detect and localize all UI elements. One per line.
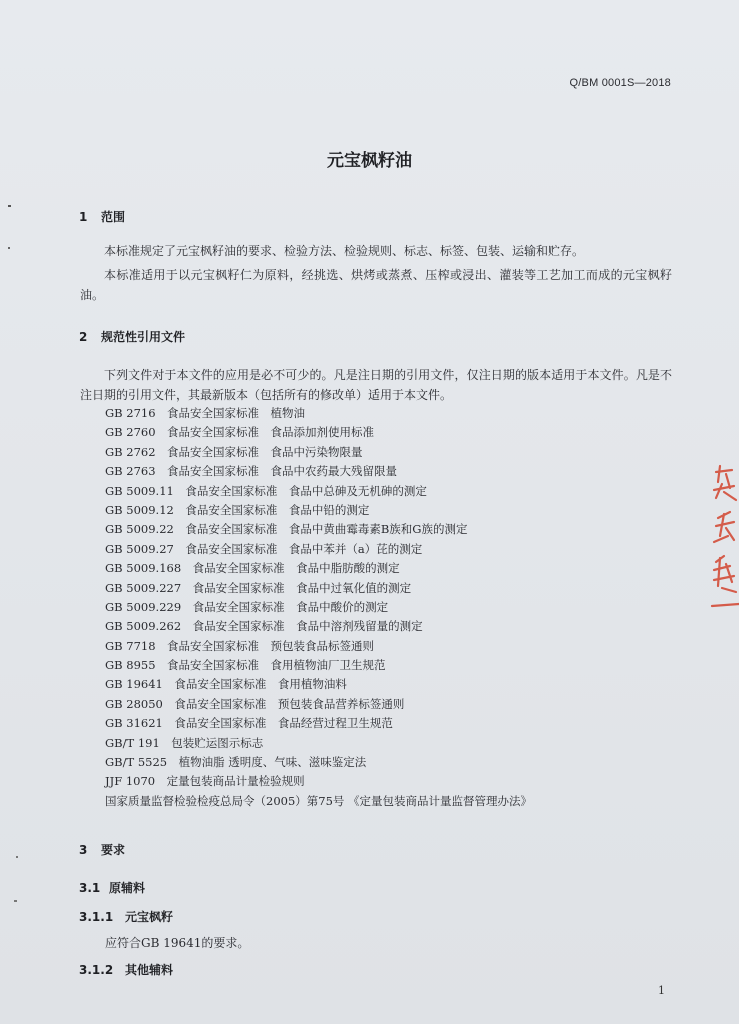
page-number: 1 [658,984,665,997]
section-3-number: 3 [79,843,88,857]
section-3-1-2-heading [79,961,173,978]
seal-stamp-fragment [710,462,739,618]
reference-item: GB 2760 食品安全国家标准 食品添加剂使用标准 [105,425,375,440]
reference-item: GB 28050 食品安全国家标准 预包装食品营养标签通则 [105,696,405,711]
scan-speck [14,900,17,902]
section-3-title: 要求 [101,843,126,857]
reference-item: GB 5009.22 食品安全国家标准 食品中黄曲霉毒素B族和G族的测定 [105,522,468,537]
section-3-1-2-title: 其他辅料 [125,963,174,977]
reference-item: GB 2763 食品安全国家标准 食品中农药最大残留限量 [105,464,398,479]
reference-item: GB 8955 食品安全国家标准 食用植物油厂卫生规范 [105,658,386,673]
reference-item: GB/T 191 包装贮运图示标志 [105,735,264,750]
section-2-heading [79,328,185,345]
reference-item: GB 2762 食品安全国家标准 食品中污染物限量 [105,444,363,459]
references-intro: 下列文件对于本文件的应用是必不可少的。凡是注日期的引用文件，仅注日期的版本适用于本文件。凡是不注日期的引用文件，其最新版本（包括所有的修改单）适用于本文件。 [80,368,672,402]
scan-speck [16,856,18,858]
reference-item: JJF 1070 定量包装商品计量检验规则 [105,774,305,789]
reference-item: GB 5009.227 食品安全国家标准 食品中过氧化值的测定 [105,580,412,595]
reference-item: GB 5009.11 食品安全国家标准 食品中总砷及无机砷的测定 [105,483,427,498]
section-3-1-1-text: 应符合GB 19641的要求。 [105,936,250,950]
section-3-1-1-number: 3.1.1 [79,910,114,924]
reference-item: GB/T 5525 植物油脂 透明度、气味、滋味鉴定法 [105,755,367,770]
section-3-1-number: 3.1 [79,881,101,895]
section-3-1-heading [79,879,145,896]
section-1-title: 范围 [101,210,126,224]
section-3-1-2-number: 3.1.2 [79,963,114,977]
section-1-heading [79,208,125,225]
reference-item: GB 7718 食品安全国家标准 预包装食品标签通则 [105,638,375,653]
scope-paragraph-2: 本标准适用于以元宝枫籽仁为原料，经挑选、烘烤或蒸煮、压榨或浸出、灌装等工艺加工而成的元宝枫籽油。 [80,268,672,302]
document-title: 元宝枫籽油 [327,151,412,171]
reference-item: GB 31621 食品安全国家标准 食品经营过程卫生规范 [105,716,393,731]
reference-list [105,404,532,811]
reference-item: 国家质量监督检验检疫总局令（2005）第75号 《定量包装商品计量监督管理办法》 [105,793,533,808]
section-2-number: 2 [79,330,88,344]
reference-item: GB 5009.27 食品安全国家标准 食品中苯并（a）芘的测定 [105,541,423,556]
section-3-heading [79,841,125,858]
section-3-1-1-heading [79,908,173,925]
reference-item: GB 5009.262 食品安全国家标准 食品中溶剂残留量的测定 [105,619,423,634]
reference-item: GB 5009.168 食品安全国家标准 食品中脂肪酸的测定 [105,561,400,576]
scope-paragraph-1: 本标准规定了元宝枫籽油的要求、检验方法、检验规则、标志、标签、包装、运输和贮存。 [104,244,585,258]
section-3-1-title: 原辅料 [109,881,146,895]
scan-speck [8,205,11,207]
section-1-number: 1 [79,210,88,224]
section-2-title: 规范性引用文件 [101,330,186,344]
reference-item: GB 5009.12 食品安全国家标准 食品中铅的测定 [105,502,370,517]
scan-speck [8,247,10,249]
seal-stamp-graphic [710,462,739,618]
standard-code: Q/BM 0001S—2018 [569,77,671,89]
reference-item: GB 5009.229 食品安全国家标准 食品中酸价的测定 [105,599,389,614]
reference-item: GB 2716 食品安全国家标准 植物油 [105,406,306,420]
reference-item: GB 19641 食品安全国家标准 食用植物油料 [105,677,347,692]
section-3-1-1-title: 元宝枫籽 [125,910,174,924]
